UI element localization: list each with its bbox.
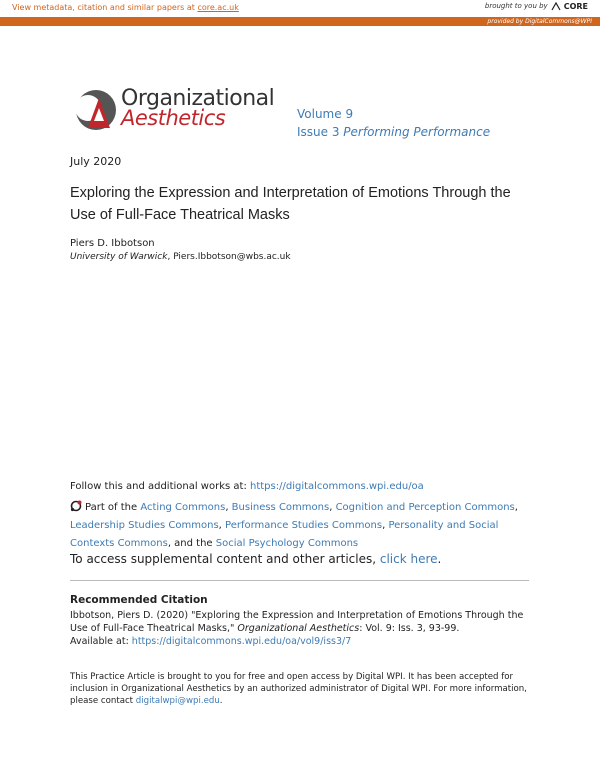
sep: , [514,502,518,513]
sep: , [225,502,232,513]
commons-link-business[interactable]: Business Commons [231,502,330,513]
notice-end: . [219,696,223,706]
recommended-citation-heading: Recommended Citation [70,594,208,606]
publication-date: July 2020 [70,155,122,168]
affiliation: University of Warwick [70,252,168,262]
core-meta-prefix: View metadata, citation and similar papers at [12,3,198,12]
logo-subtitle: Aesthetics [121,106,226,130]
brought-text: brought to you by [484,2,548,10]
commons-link-acting[interactable]: Acting Commons [140,502,226,513]
sep: , [329,502,336,513]
partof-prefix: Part of the [85,502,141,513]
core-provided-by[interactable]: provided by DigitalCommons@WPI [487,18,592,25]
and-the: , and the [167,538,216,549]
access-notice [70,671,540,707]
volume-link[interactable]: Volume 9 [297,107,354,121]
part-of-commons [70,499,540,553]
commons-link-social-psychology[interactable]: Social Psychology Commons [215,538,359,549]
citation-text: Ibbotson, Piers D. (2020) "Exploring the Expression and Interpretation of Emotions Through the Use of Full-Face Theatrical Masks," [70,610,524,634]
logo-title: Organizational [121,86,275,111]
author-affiliation [70,252,291,262]
follow-label: Follow this and additional works at: [70,481,250,492]
follow-link[interactable]: https://digitalcommons.wpi.edu/oa [250,481,424,492]
author-email: Piers.Ibbotson@wbs.ac.uk [173,252,291,262]
citation-volume: : Vol. 9: Iss. 3, 93-99. [359,623,460,634]
contact-email-link[interactable]: digitalwpi@wpi.edu [135,696,220,706]
core-logo[interactable]: CORE [563,1,588,11]
access-line [70,552,441,566]
citation-journal: Organizational Aesthetics [237,623,360,634]
core-metadata-text [12,3,239,12]
article-title: Exploring the Expression and Interpretation of Emotions Through the Use of Full-Face Theatrical Masks [70,185,511,223]
author-name: Piers D. Ibbotson [70,238,155,249]
divider [70,580,529,581]
notice-text: This Practice Article is brought to you for free and open access by Digital WPI. It has been accepted for inclusion in Organizational Aesthetics by an authorized administrator of Digital WPI. For more information, please contact [70,672,527,706]
sep: , [382,520,389,531]
available-label: Available at: [70,636,132,647]
sep: , [218,520,226,531]
commons-link-cognition[interactable]: Cognition and Perception Commons [335,502,515,513]
core-logo-icon [551,1,561,11]
commons-link-personality[interactable]: Personality and Social Contexts Commons [70,520,499,549]
issue-number: Issue 3 [297,125,344,139]
issue-link[interactable] [297,125,490,139]
access-text: To access supplemental content and other articles, [70,552,380,566]
commons-link-performance[interactable]: Performance Studies Commons [225,520,383,531]
affiliation-sep: , [167,252,174,262]
core-brought-by [485,1,588,11]
core-link[interactable]: core.ac.uk [197,3,239,12]
access-end: . [437,552,442,566]
issue-theme: Performing Performance [343,125,491,139]
commons-network-icon [70,500,82,512]
commons-link-leadership[interactable]: Leadership Studies Commons [70,520,219,531]
follow-line [70,481,424,492]
recommended-citation-body [70,609,540,648]
citation-url-link[interactable]: https://digitalcommons.wpi.edu/oa/vol9/iss3/7 [131,636,352,647]
click-here-link[interactable]: click here [379,552,438,566]
